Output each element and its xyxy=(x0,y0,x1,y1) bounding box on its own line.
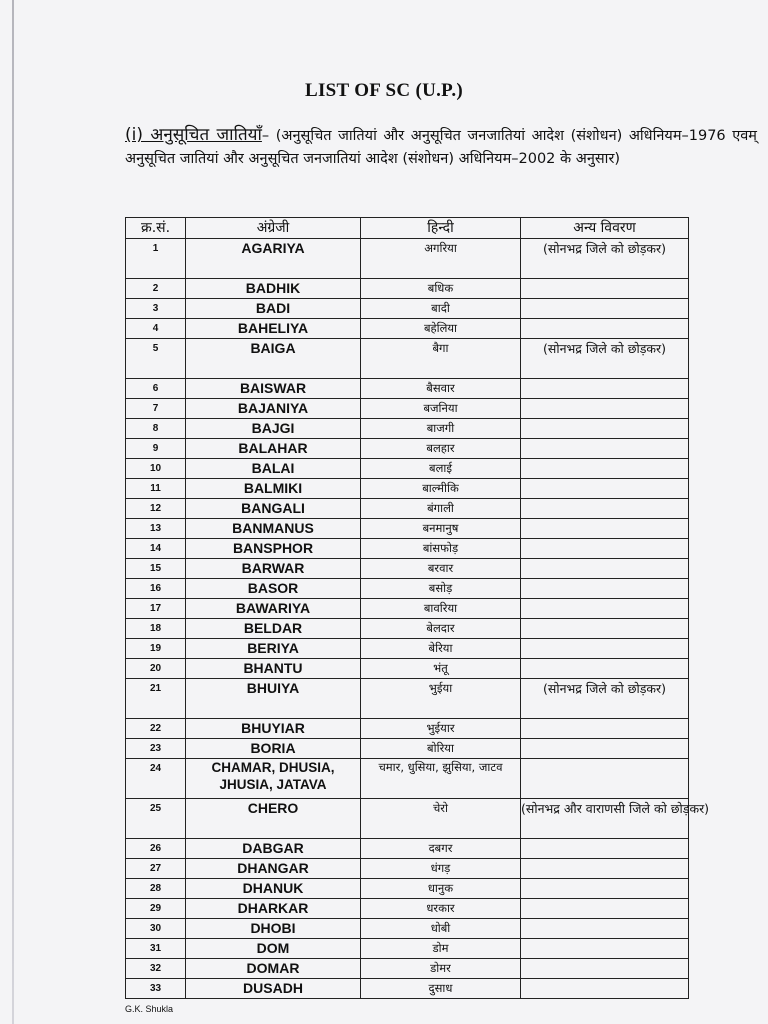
table-row xyxy=(126,859,689,879)
table-row xyxy=(126,499,689,519)
cell-english: BAIGA xyxy=(186,339,361,379)
cell-serial: 12 xyxy=(126,499,186,519)
cell-serial: 28 xyxy=(126,879,186,899)
cell-other-details xyxy=(521,939,689,959)
cell-hindi: धानुक xyxy=(361,879,521,899)
cell-hindi: बादी xyxy=(361,299,521,319)
cell-serial: 25 xyxy=(126,799,186,839)
table-row xyxy=(126,519,689,539)
cell-serial: 9 xyxy=(126,439,186,459)
cell-serial: 31 xyxy=(126,939,186,959)
table-row xyxy=(126,579,689,599)
cell-serial: 33 xyxy=(126,979,186,999)
cell-other-details xyxy=(521,759,689,799)
cell-hindi: बेलदार xyxy=(361,619,521,639)
table-row xyxy=(126,439,689,459)
cell-english: BORIA xyxy=(186,739,361,759)
table-row xyxy=(126,899,689,919)
cell-other-details xyxy=(521,619,689,639)
table-body xyxy=(126,239,710,999)
cell-english: DUSADH xyxy=(186,979,361,999)
intro-text: – (अनुसूचित जातियां और अनुसूचित जनजातियां आदेश (संशोधन) अधिनियम–1976 एवम् अनुसूचित जातियां और अनुसूचित जनजातियां आदेश (संशोधन) अधिनियम–2002 के अनुसार) xyxy=(125,128,757,167)
cell-serial: 30 xyxy=(126,919,186,939)
cell-serial: 22 xyxy=(126,719,186,739)
cell-serial: 20 xyxy=(126,659,186,679)
cell-serial: 3 xyxy=(126,299,186,319)
cell-english: BANSPHOR xyxy=(186,539,361,559)
cell-english: DHANGAR xyxy=(186,859,361,879)
cell-other-details: (सोनभद्र और वाराणसी जिले को छोड़कर) xyxy=(521,799,689,839)
cell-hindi: बलहार xyxy=(361,439,521,459)
cell-english: BHUYIAR xyxy=(186,719,361,739)
cell-hindi: चेरो xyxy=(361,799,521,839)
cell-hindi: धंगड़ xyxy=(361,859,521,879)
cell-english: BHUIYA xyxy=(186,679,361,719)
cell-serial: 21 xyxy=(126,679,186,719)
cell-english: BAJANIYA xyxy=(186,399,361,419)
cell-serial: 24 xyxy=(126,759,186,799)
cell-other-details xyxy=(521,579,689,599)
table-row xyxy=(126,539,689,559)
cell-other-details xyxy=(521,519,689,539)
cell-english: CHERO xyxy=(186,799,361,839)
cell-hindi: डोमर xyxy=(361,959,521,979)
cell-english: BASOR xyxy=(186,579,361,599)
cell-hindi: अगरिया xyxy=(361,239,521,279)
cell-other-details xyxy=(521,659,689,679)
cell-hindi: दुसाध xyxy=(361,979,521,999)
table-row xyxy=(126,339,689,379)
cell-serial: 29 xyxy=(126,899,186,919)
cell-english: BANGALI xyxy=(186,499,361,519)
cell-other-details xyxy=(521,859,689,879)
table-row xyxy=(126,279,689,299)
cell-other-details xyxy=(521,599,689,619)
cell-other-details xyxy=(521,899,689,919)
cell-hindi: बावरिया xyxy=(361,599,521,619)
cell-other-details xyxy=(521,739,689,759)
cell-serial: 11 xyxy=(126,479,186,499)
intro-heading: (i) अनुसूचित जातियाँ xyxy=(125,125,262,145)
cell-english: BHANTU xyxy=(186,659,361,679)
cell-other-details xyxy=(521,979,689,999)
table-row xyxy=(126,939,689,959)
table-row xyxy=(126,679,689,719)
cell-serial: 8 xyxy=(126,419,186,439)
cell-serial: 14 xyxy=(126,539,186,559)
cell-other-details: (सोनभद्र जिले को छोड़कर) xyxy=(521,239,689,279)
table-row xyxy=(126,799,689,839)
cell-hindi: धोबी xyxy=(361,919,521,939)
cell-other-details xyxy=(521,299,689,319)
cell-serial: 19 xyxy=(126,639,186,659)
table-row xyxy=(126,979,689,999)
cell-other-details xyxy=(521,399,689,419)
cell-english: DHOBI xyxy=(186,919,361,939)
cell-hindi: बसोड़ xyxy=(361,579,521,599)
table-row xyxy=(126,659,689,679)
table-row xyxy=(126,459,689,479)
cell-english: BAISWAR xyxy=(186,379,361,399)
cell-english: AGARIYA xyxy=(186,239,361,279)
table-row xyxy=(126,719,689,739)
header-hindi: हिन्दी xyxy=(361,218,521,239)
table-header-row xyxy=(126,218,689,239)
cell-other-details xyxy=(521,319,689,339)
table-row xyxy=(126,399,689,419)
cell-serial: 4 xyxy=(126,319,186,339)
cell-hindi: बंगाली xyxy=(361,499,521,519)
cell-hindi: बाल्मीकि xyxy=(361,479,521,499)
cell-english: DOM xyxy=(186,939,361,959)
cell-hindi: भुईयार xyxy=(361,719,521,739)
cell-serial: 5 xyxy=(126,339,186,379)
cell-other-details xyxy=(521,279,689,299)
cell-serial: 7 xyxy=(126,399,186,419)
table-row xyxy=(126,959,689,979)
table-row xyxy=(126,619,689,639)
cell-serial: 13 xyxy=(126,519,186,539)
cell-serial: 23 xyxy=(126,739,186,759)
cell-hindi: बनमानुष xyxy=(361,519,521,539)
cell-other-details: (सोनभद्र जिले को छोड़कर) xyxy=(521,679,689,719)
table-row xyxy=(126,239,689,279)
cell-english: BELDAR xyxy=(186,619,361,639)
table-row xyxy=(126,319,689,339)
table-row xyxy=(126,599,689,619)
cell-hindi: बांसफोड़ xyxy=(361,539,521,559)
cell-other-details xyxy=(521,539,689,559)
cell-english: DHARKAR xyxy=(186,899,361,919)
cell-english: BADI xyxy=(186,299,361,319)
page-margin-line xyxy=(12,0,14,1024)
cell-other-details xyxy=(521,379,689,399)
cell-hindi: दबगर xyxy=(361,839,521,859)
cell-english: BAWARIYA xyxy=(186,599,361,619)
table-row xyxy=(126,479,689,499)
cell-serial: 18 xyxy=(126,619,186,639)
table-row xyxy=(126,739,689,759)
cell-english: BANMANUS xyxy=(186,519,361,539)
cell-serial: 17 xyxy=(126,599,186,619)
table-row xyxy=(126,559,689,579)
cell-english: DABGAR xyxy=(186,839,361,859)
cell-other-details xyxy=(521,419,689,439)
cell-serial: 6 xyxy=(126,379,186,399)
cell-english: BAJGI xyxy=(186,419,361,439)
cell-other-details xyxy=(521,839,689,859)
cell-other-details xyxy=(521,459,689,479)
page-title: LIST OF SC (U.P.) xyxy=(304,80,464,101)
intro-paragraph xyxy=(125,124,757,171)
footer-signature: G.K. Shukla xyxy=(125,1004,174,1014)
cell-hindi: बैसवार xyxy=(361,379,521,399)
cell-serial: 1 xyxy=(126,239,186,279)
header-english: अंग्रेजी xyxy=(186,218,361,239)
cell-other-details xyxy=(521,439,689,459)
table-row xyxy=(126,919,689,939)
cell-hindi: चमार, धुसिया, झुसिया, जाटव xyxy=(361,759,521,799)
cell-other-details: (सोनभद्र जिले को छोड़कर) xyxy=(521,339,689,379)
cell-serial: 32 xyxy=(126,959,186,979)
cell-hindi: बजनिया xyxy=(361,399,521,419)
cell-hindi: भंतू xyxy=(361,659,521,679)
cell-hindi: डोम xyxy=(361,939,521,959)
cell-other-details xyxy=(521,879,689,899)
table-row xyxy=(126,879,689,899)
cell-english: BALAI xyxy=(186,459,361,479)
table-row xyxy=(126,419,689,439)
cell-hindi: बेरिया xyxy=(361,639,521,659)
table-row xyxy=(126,299,689,319)
cell-other-details xyxy=(521,919,689,939)
cell-serial: 10 xyxy=(126,459,186,479)
cell-other-details xyxy=(521,959,689,979)
cell-hindi: बाजगी xyxy=(361,419,521,439)
cell-hindi: बरवार xyxy=(361,559,521,579)
table-row xyxy=(126,839,689,859)
cell-other-details xyxy=(521,499,689,519)
cell-english: DOMAR xyxy=(186,959,361,979)
cell-other-details xyxy=(521,559,689,579)
cell-english: BAHELIYA xyxy=(186,319,361,339)
header-serial: क्र.सं. xyxy=(126,218,186,239)
cell-english: DHANUK xyxy=(186,879,361,899)
cell-english: CHAMAR, DHUSIA, JHUSIA, JATAVA xyxy=(186,759,361,799)
table-row xyxy=(126,379,689,399)
cell-english: BALMIKI xyxy=(186,479,361,499)
cell-hindi: बोरिया xyxy=(361,739,521,759)
cell-other-details xyxy=(521,479,689,499)
cell-english: BERIYA xyxy=(186,639,361,659)
cell-hindi: भुईया xyxy=(361,679,521,719)
table-row xyxy=(126,639,689,659)
sc-table xyxy=(125,217,710,999)
cell-serial: 15 xyxy=(126,559,186,579)
cell-hindi: बलाई xyxy=(361,459,521,479)
cell-english: BADHIK xyxy=(186,279,361,299)
cell-serial: 26 xyxy=(126,839,186,859)
table-row xyxy=(126,759,689,799)
header-other-details: अन्य विवरण xyxy=(521,218,689,239)
cell-serial: 27 xyxy=(126,859,186,879)
cell-other-details xyxy=(521,639,689,659)
cell-other-details xyxy=(521,719,689,739)
cell-hindi: बहेलिया xyxy=(361,319,521,339)
cell-hindi: बधिक xyxy=(361,279,521,299)
cell-hindi: धरकार xyxy=(361,899,521,919)
cell-serial: 16 xyxy=(126,579,186,599)
cell-serial: 2 xyxy=(126,279,186,299)
cell-english: BARWAR xyxy=(186,559,361,579)
cell-hindi: बैगा xyxy=(361,339,521,379)
cell-english: BALAHAR xyxy=(186,439,361,459)
